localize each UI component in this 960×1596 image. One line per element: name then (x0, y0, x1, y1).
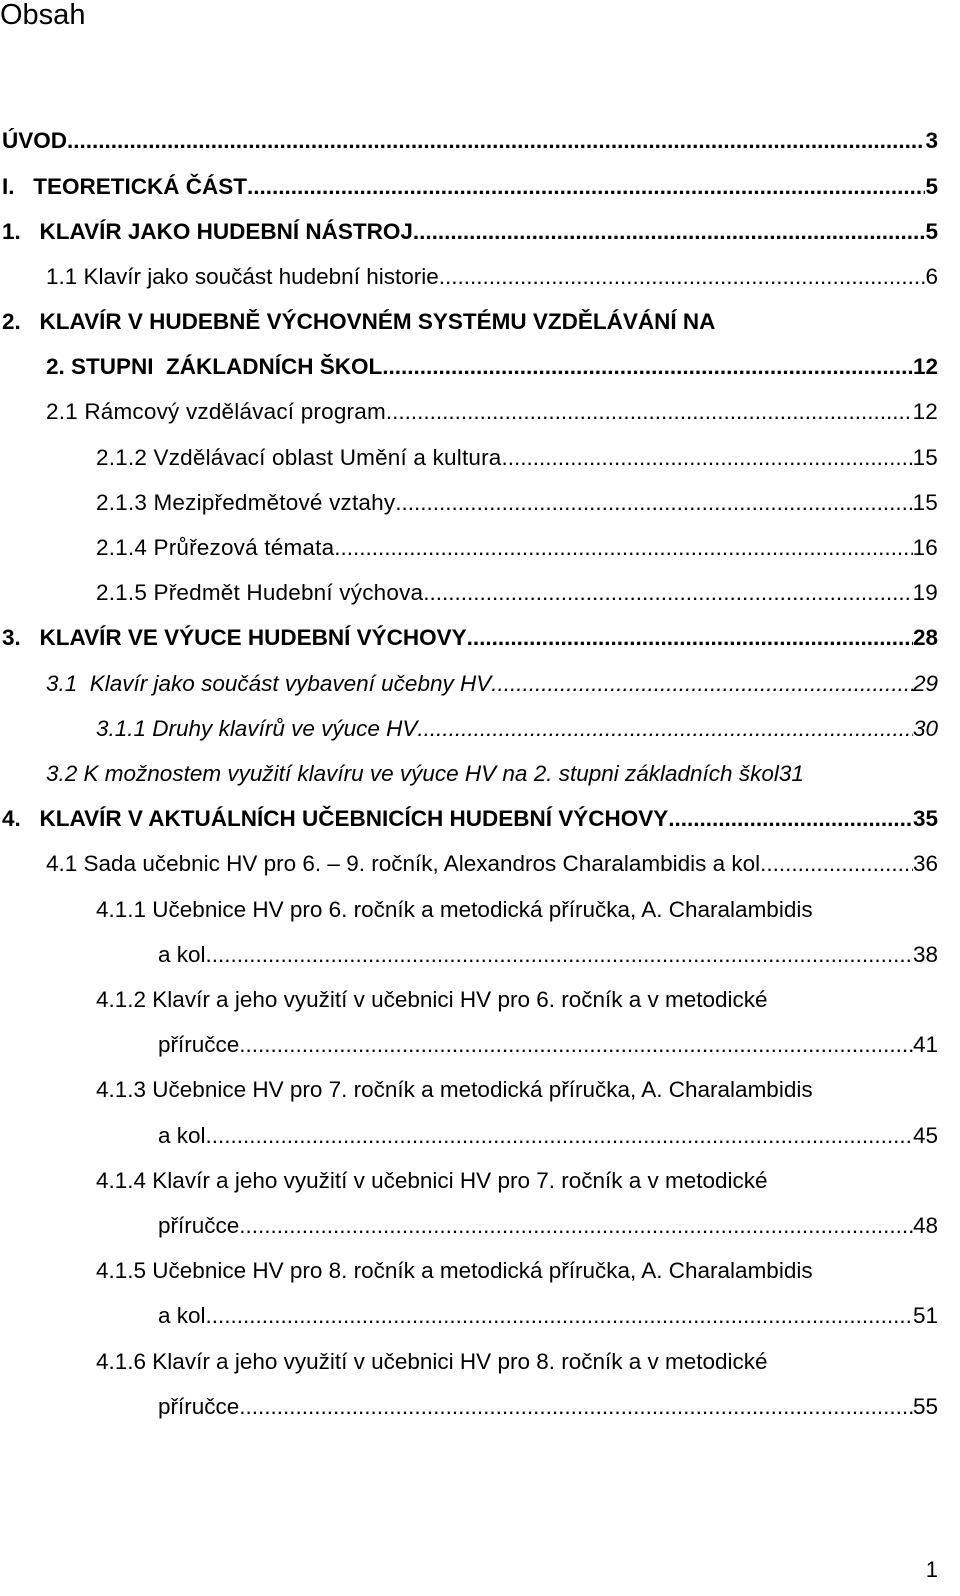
toc-leader-dots (491, 669, 913, 699)
toc-entry-uvod[interactable] (2, 126, 938, 156)
toc-entry-2-1-4[interactable] (96, 533, 938, 563)
toc-entry-page: 51 (912, 1303, 938, 1328)
toc-entry-page: 15 (912, 490, 938, 515)
toc-entry-4-1[interactable] (46, 849, 938, 879)
toc-entry-text: a kol. (158, 1303, 212, 1328)
toc-entry-page: 30 (912, 716, 938, 741)
toc-entry-text: příručce (158, 1394, 240, 1419)
toc-entry-page: 48 (912, 1213, 938, 1238)
toc-entry-page: 5 (925, 219, 938, 244)
toc-leader-dots (382, 352, 913, 382)
toc-entry-3-1-1[interactable] (96, 714, 938, 744)
toc-entry-text: 1.1 Klavír jako součást hudební historie (46, 264, 439, 289)
toc-entry-2-1[interactable] (46, 397, 938, 427)
toc-entry-teoreticka-cast[interactable] (2, 172, 938, 202)
toc-entry-4-1-4-line-1[interactable]: 4.1.4 Klavír a jeho využití v učebnici HV pro 7. ročník a v metodické (96, 1168, 768, 1193)
toc-entry-2-1-5[interactable] (96, 578, 938, 608)
toc-entry-4-1-5[interactable] (158, 1301, 938, 1331)
toc-entry-4-1-4[interactable] (158, 1211, 938, 1241)
toc-entry-text: 2.1.3 Mezipředmětové vztahy (96, 490, 396, 515)
toc-entry-text: 4. KLAVÍR V AKTUÁLNÍCH UČEBNICÍCH HUDEBNÍ VÝCHOVY (2, 806, 669, 831)
toc-entry-1-1[interactable] (46, 262, 938, 292)
toc-entry-page: 15 (912, 445, 938, 470)
toc-leader-dots (766, 849, 913, 879)
toc-leader-dots (668, 804, 913, 834)
toc-leader-dots (423, 578, 912, 608)
toc-entry-page: 16 (912, 535, 938, 560)
toc-entry-chapter-1[interactable] (2, 217, 938, 247)
toc-entry-text: I. TEORETICKÁ ČÁST (2, 174, 248, 199)
toc-entry-page: 5 (925, 174, 938, 199)
toc-entry-text: 3.1 Klavír jako součást vybavení učebny HV (46, 671, 492, 696)
toc-entry-page: 36 (912, 851, 938, 876)
toc-entry-page: 29 (912, 671, 938, 696)
toc-entry-text: příručce (158, 1032, 240, 1057)
toc-entry-text: příručce (158, 1213, 240, 1238)
toc-entry-4-1-1-line-1[interactable]: 4.1.1 Učebnice HV pro 6. ročník a metodická příručka, A. Charalambidis (96, 897, 813, 922)
toc-entry-page: 41 (912, 1032, 938, 1057)
toc-entry-chapter-2[interactable] (46, 352, 938, 382)
toc-entry-text: 3.2 K možnostem využití klavíru ve výuce HV na 2. stupni základních škol (46, 761, 779, 786)
toc-entry-text: 2.1.2 Vzdělávací oblast Umění a kultura (96, 445, 502, 470)
toc-leader-dots (67, 126, 925, 156)
toc-leader-dots (239, 1211, 913, 1241)
toc-entry-page: 38 (912, 942, 938, 967)
toc-leader-dots (386, 397, 913, 427)
toc-entry-3-2[interactable] (46, 759, 938, 789)
toc-entry-4-1-6[interactable] (158, 1392, 938, 1422)
toc-entry-text: 1. KLAVÍR JAKO HUDEBNÍ NÁSTROJ (2, 219, 413, 244)
toc-leader-dots (502, 443, 913, 473)
toc-entry-text: 3. KLAVÍR VE VÝUCE HUDEBNÍ VÝCHOVY (2, 625, 467, 650)
toc-entry-text: a kol. (158, 1123, 212, 1148)
toc-leader-dots (413, 217, 926, 247)
toc-entry-page: 45 (912, 1123, 938, 1148)
toc-leader-dots (247, 172, 925, 202)
toc-entry-page: 55 (912, 1394, 938, 1419)
toc-leader-dots (439, 262, 926, 292)
toc-entry-page: 3 (925, 128, 938, 153)
toc-leader-dots (417, 714, 913, 744)
toc-entry-text: a kol. (158, 942, 212, 967)
toc-entry-page: 31 (778, 761, 804, 786)
toc-entry-chapter-3[interactable] (2, 623, 938, 653)
toc-leader-dots (212, 1121, 913, 1151)
toc-leader-dots (334, 533, 912, 563)
toc-entry-page: 35 (912, 806, 938, 831)
toc-entry-2-1-3[interactable] (96, 488, 938, 518)
toc-leader-dots (239, 1392, 913, 1422)
toc-leader-dots (212, 1301, 913, 1331)
toc-entry-chapter-2-line-1[interactable]: 2. KLAVÍR V HUDEBNĚ VÝCHOVNÉM SYSTÉMU VZDĚLÁVÁNÍ NA (2, 309, 716, 334)
toc-entry-page: 19 (912, 580, 938, 605)
toc-entry-chapter-4[interactable] (2, 804, 938, 834)
toc-entry-text: 2.1.4 Průřezová témata (96, 535, 335, 560)
toc-entry-text: 3.1.1 Druhy klavírů ve výuce HV (96, 716, 418, 741)
toc-entry-text: 2.1.5 Předmět Hudební výchova (96, 580, 424, 605)
toc-entry-page: 6 (925, 264, 938, 289)
toc-entry-page: 12 (912, 354, 938, 379)
toc-entry-4-1-6-line-1[interactable]: 4.1.6 Klavír a jeho využití v učebnici HV pro 8. ročník a v metodické (96, 1349, 768, 1374)
toc-entry-4-1-2[interactable] (158, 1030, 938, 1060)
toc-entry-text: 2.1 Rámcový vzdělávací program (46, 399, 386, 424)
toc-leader-dots (395, 488, 912, 518)
toc-entry-page: 28 (912, 625, 938, 650)
toc-leader-dots (467, 623, 913, 653)
toc-entry-text: ÚVOD (2, 128, 68, 153)
toc-leader-dots (239, 1030, 913, 1060)
toc-entry-4-1-5-line-1[interactable]: 4.1.5 Učebnice HV pro 8. ročník a metodická příručka, A. Charalambidis (96, 1258, 813, 1283)
toc-entry-text: 2. STUPNI ZÁKLADNÍCH ŠKOL (46, 354, 383, 379)
toc-entry-4-1-2-line-1[interactable]: 4.1.2 Klavír a jeho využití v učebnici HV pro 6. ročník a v metodické (96, 987, 768, 1012)
toc-leader-dots (212, 940, 913, 970)
toc-entry-text: 4.1 Sada učebnic HV pro 6. – 9. ročník, Alexandros Charalambidis a kol. (46, 851, 767, 876)
toc-entry-3-1[interactable] (46, 669, 938, 699)
toc-entry-4-1-3[interactable] (158, 1121, 938, 1151)
page-title: Obsah (0, 0, 86, 31)
toc-entry-4-1-3-line-1[interactable]: 4.1.3 Učebnice HV pro 7. ročník a metodická příručka, A. Charalambidis (96, 1077, 813, 1102)
page-number: 1 (925, 1557, 938, 1582)
toc-entry-4-1-1[interactable] (158, 940, 938, 970)
toc-entry-2-1-2[interactable] (96, 443, 938, 473)
toc-entry-page: 12 (912, 399, 938, 424)
